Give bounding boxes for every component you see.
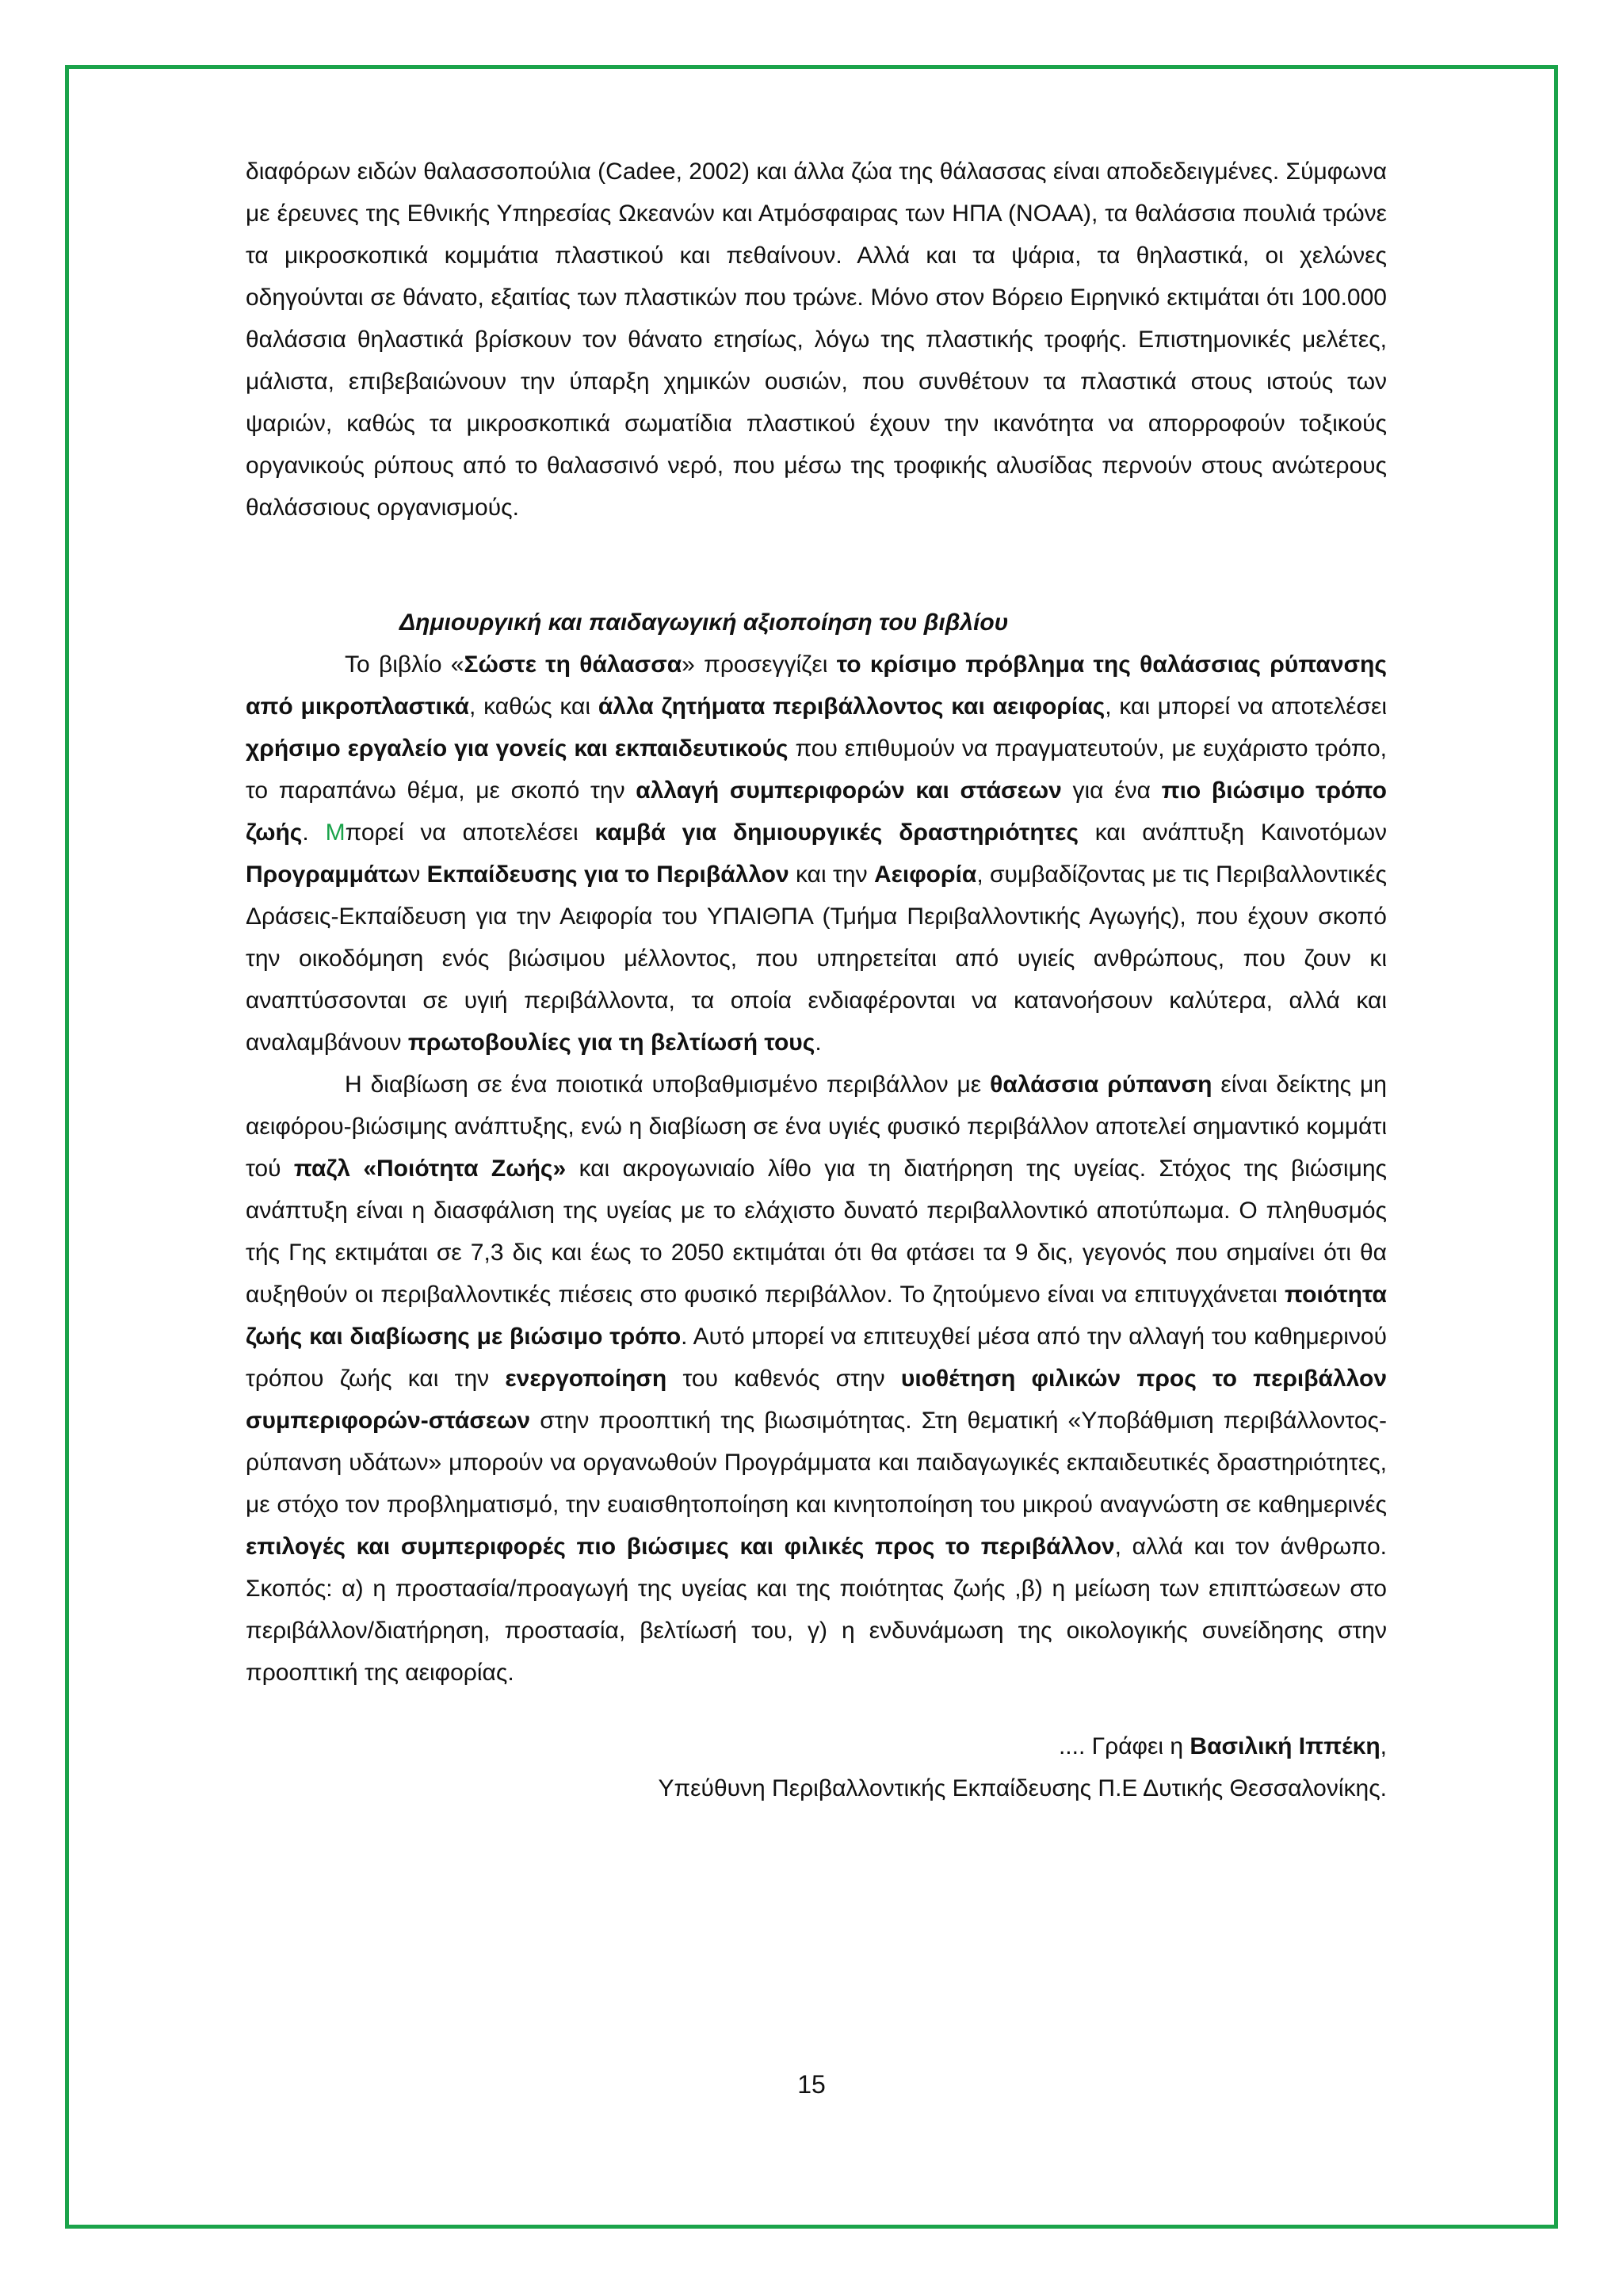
- bold-run: Προγραμμάτω: [246, 861, 409, 888]
- signature-author-line: [246, 1725, 1387, 1767]
- signature-block: [246, 1725, 1387, 1809]
- bold-run: καμβά για δημιουργικές δραστηριότητες: [594, 819, 1079, 846]
- text-run: για ένα: [1061, 777, 1162, 804]
- bold-run: ενεργοποίηση: [505, 1366, 667, 1392]
- text-run: που επιθυμούν να πραγματευτούν, με ευχάριστο τρόπο, το παραπάνω θέμα, με σκοπό την: [246, 735, 1387, 804]
- signature-suffix: ,: [1380, 1733, 1387, 1759]
- document-body: [246, 151, 1387, 1809]
- bold-run: αλλαγή συμπεριφορών και στάσεων: [636, 777, 1062, 804]
- text-run: , αλλά και τον άνθρωπο. Σκοπός: α) η προστασία/προαγωγή της υγείας και της ποιότητας ζωής ,β) η μείωση των επιπτώσεων στο περιβάλλον/διατήρηση, προστασία, βελτίωσή του, γ) η ενδυνάμωση της οικολογικής συνείδησης στην προοπτική της αειφορίας.: [246, 1534, 1387, 1686]
- text-run: Η διαβίωση σε ένα ποιοτικά υποβαθμισμένο περιβάλλον με: [345, 1072, 991, 1098]
- bold-run: το κρίσιμο πρόβλημα της θαλάσσιας ρύπανσης από μικροπλαστικά: [246, 651, 1387, 720]
- bold-run: Σώστε τη θάλασσα: [464, 651, 682, 678]
- text-run: ν: [408, 861, 427, 888]
- signature-prefix: .... Γράφει η: [1058, 1733, 1190, 1759]
- text-run: . Αυτό μπορεί να επιτευχθεί μέσα από την αλλαγή του καθημερινού τρόπου ζωής και την: [246, 1324, 1387, 1392]
- text-run: Το βιβλίο «: [345, 651, 464, 678]
- bold-run: υιοθέτηση φιλικών προς το περιβάλλον συμπεριφορών-στάσεων: [246, 1366, 1387, 1434]
- paragraph-environment-health: [246, 1064, 1387, 1694]
- paragraph-book-use: [246, 644, 1387, 1064]
- text-run: είναι δείκτης μη αειφόρου-βιώσιμης ανάπτυξης, ενώ η διαβίωση σε ένα υγιές φυσικό περιβάλλον αποτελεί σημαντικό κομμάτι τού: [246, 1072, 1387, 1182]
- text-run: του καθενός στην: [666, 1366, 901, 1392]
- author-role: Υπεύθυνη Περιβαλλοντικής Εκπαίδευσης Π.Ε Δυτικής Θεσσαλονίκης.: [658, 1775, 1387, 1801]
- bold-run: Αειφορία: [873, 861, 977, 888]
- text-run: και την: [789, 861, 874, 888]
- text-run: και ανάπτυξη Καινοτόμων: [1078, 819, 1388, 846]
- text-run: .: [815, 1030, 822, 1056]
- text-run: , συμβαδίζοντας με τις Περιβαλλοντικές Δράσεις-Εκπαίδευση για την Αειφορία του ΥΠΑΙΘΠΑ (Τμήμα Περιβαλλοντικής Αγωγής), που έχουν σκοπό την οικοδόμηση ενός βιώσιμου μέλλοντος, που υπηρετείται από υγιείς ανθρώπους, που ζουν κι αναπτύσσονται σε υγιή περιβάλλοντα, τα οποία ενδιαφέρονται να κατανοήσουν καλύτερα, αλλά και αναλαμβάνουν: [246, 861, 1388, 1056]
- bold-run: άλλα ζητήματα περιβάλλοντος και αειφορίας: [598, 693, 1106, 720]
- bold-run: επιλογές και συμπεριφορές πιο βιώσιμες και φιλικές προς το περιβάλλον: [246, 1534, 1115, 1560]
- section-title: Δημιουργική και παιδαγωγική αξιοποίηση του βιβλίου: [399, 609, 1009, 636]
- bold-run: Εκπαίδευσης για το Περιβάλλον: [426, 861, 789, 888]
- author-name: Βασιλική Ιππέκη: [1190, 1733, 1381, 1759]
- text-run: .: [302, 819, 326, 846]
- bold-run: χρήσιμο εργαλείο για γονείς και εκπαιδευτικούς: [246, 735, 789, 762]
- text-run: , και μπορεί να αποτελέσει: [1105, 693, 1388, 720]
- bold-run: παζλ «Ποιότητα Ζωής»: [293, 1156, 567, 1182]
- page-number: 15: [797, 2070, 826, 2099]
- text-run: στην προοπτική της βιωσιμότητας. Στη θεματική «Υποβάθμιση περιβάλλοντος-ρύπανση υδάτων» μπορούν να οργανωθούν Προγράμματα και παιδαγωγικές εκπαιδευτικές δραστηριότητες, με στόχο τον προβληματισμό, την ευαισθητοποίηση και κινητοποίηση του μικρού αναγνώστη σε καθημερινές: [246, 1408, 1387, 1518]
- paragraph-marine-impact: διαφόρων ειδών θαλασσοπούλια (Cadee, 2002) και άλλα ζώα της θάλασσας είναι αποδεδειγμένες. Σύμφωνα με έρευνες της Εθνικής Υπηρεσίας Ωκεανών και Ατμόσφαιρας των ΗΠΑ (NOAA), τα θαλάσσια πουλιά τρώνε τα μικροσκοπικά κομμάτια πλαστικού και πεθαίνουν. Αλλά και τα ψάρια, τα θηλαστικά, οι χελώνες οδηγούνται σε θάνατο, εξαιτίας των πλαστικών που τρώνε. Μόνο στον Βόρειο Ειρηνικό εκτιμάται ότι 100.000 θαλάσσια θηλαστικά βρίσκουν τον θάνατο ετησίως, λόγω της πλαστικής τροφής. Επιστημονικές μελέτες, μάλιστα, επιβεβαιώνουν την ύπαρξη χημικών ουσιών, που συνθέτουν τα πλαστικά στους ιστούς των ψαριών, καθώς τα μικροσκοπικά σωματίδια πλαστικού έχουν την ικανότητα να απορροφούν τοξικούς οργανικούς ρύπους από το θαλασσινό νερό, που μέσω της τροφικής αλυσίδας περνούν στους ανώτερους θαλάσσιους οργανισμούς.: [246, 159, 1387, 521]
- bold-run: πρωτοβουλίες για τη βελτίωσή τους: [407, 1030, 815, 1056]
- text-run: , καθώς και: [469, 693, 598, 720]
- text-run: και ακρογωνιαίο λίθο για τη διατήρηση της υγείας. Στόχος της βιώσιμης ανάπτυξη είναι η διασφάλιση της υγείας με το ελάχιστο δυνατό περιβαλλοντικό αποτύπωμα. Ο πληθυσμός τής Γης εκτιμάται σε 7,3 δις και έως το 2050 εκτιμάται ότι θα φτάσει τα 9 δις, γεγονός που σημαίνει ότι θα αυξηθούν οι περιβαλλοντικές πιέσεις στο φυσικό περιβάλλον. Το ζητούμενο είναι να επιτυγχάνεται: [246, 1156, 1388, 1308]
- green-initial: Μ: [325, 819, 346, 846]
- bold-run: πιο βιώσιμο τρόπο ζωής: [246, 777, 1387, 846]
- text-run: » προσεγγίζει: [682, 651, 837, 678]
- text-run: πορεί να αποτελέσει: [345, 819, 595, 846]
- bold-run: θαλάσσια ρύπανση: [990, 1072, 1212, 1098]
- bold-run: ποιότητα ζωής και διαβίωσης με βιώσιμο τρόπο: [246, 1282, 1387, 1350]
